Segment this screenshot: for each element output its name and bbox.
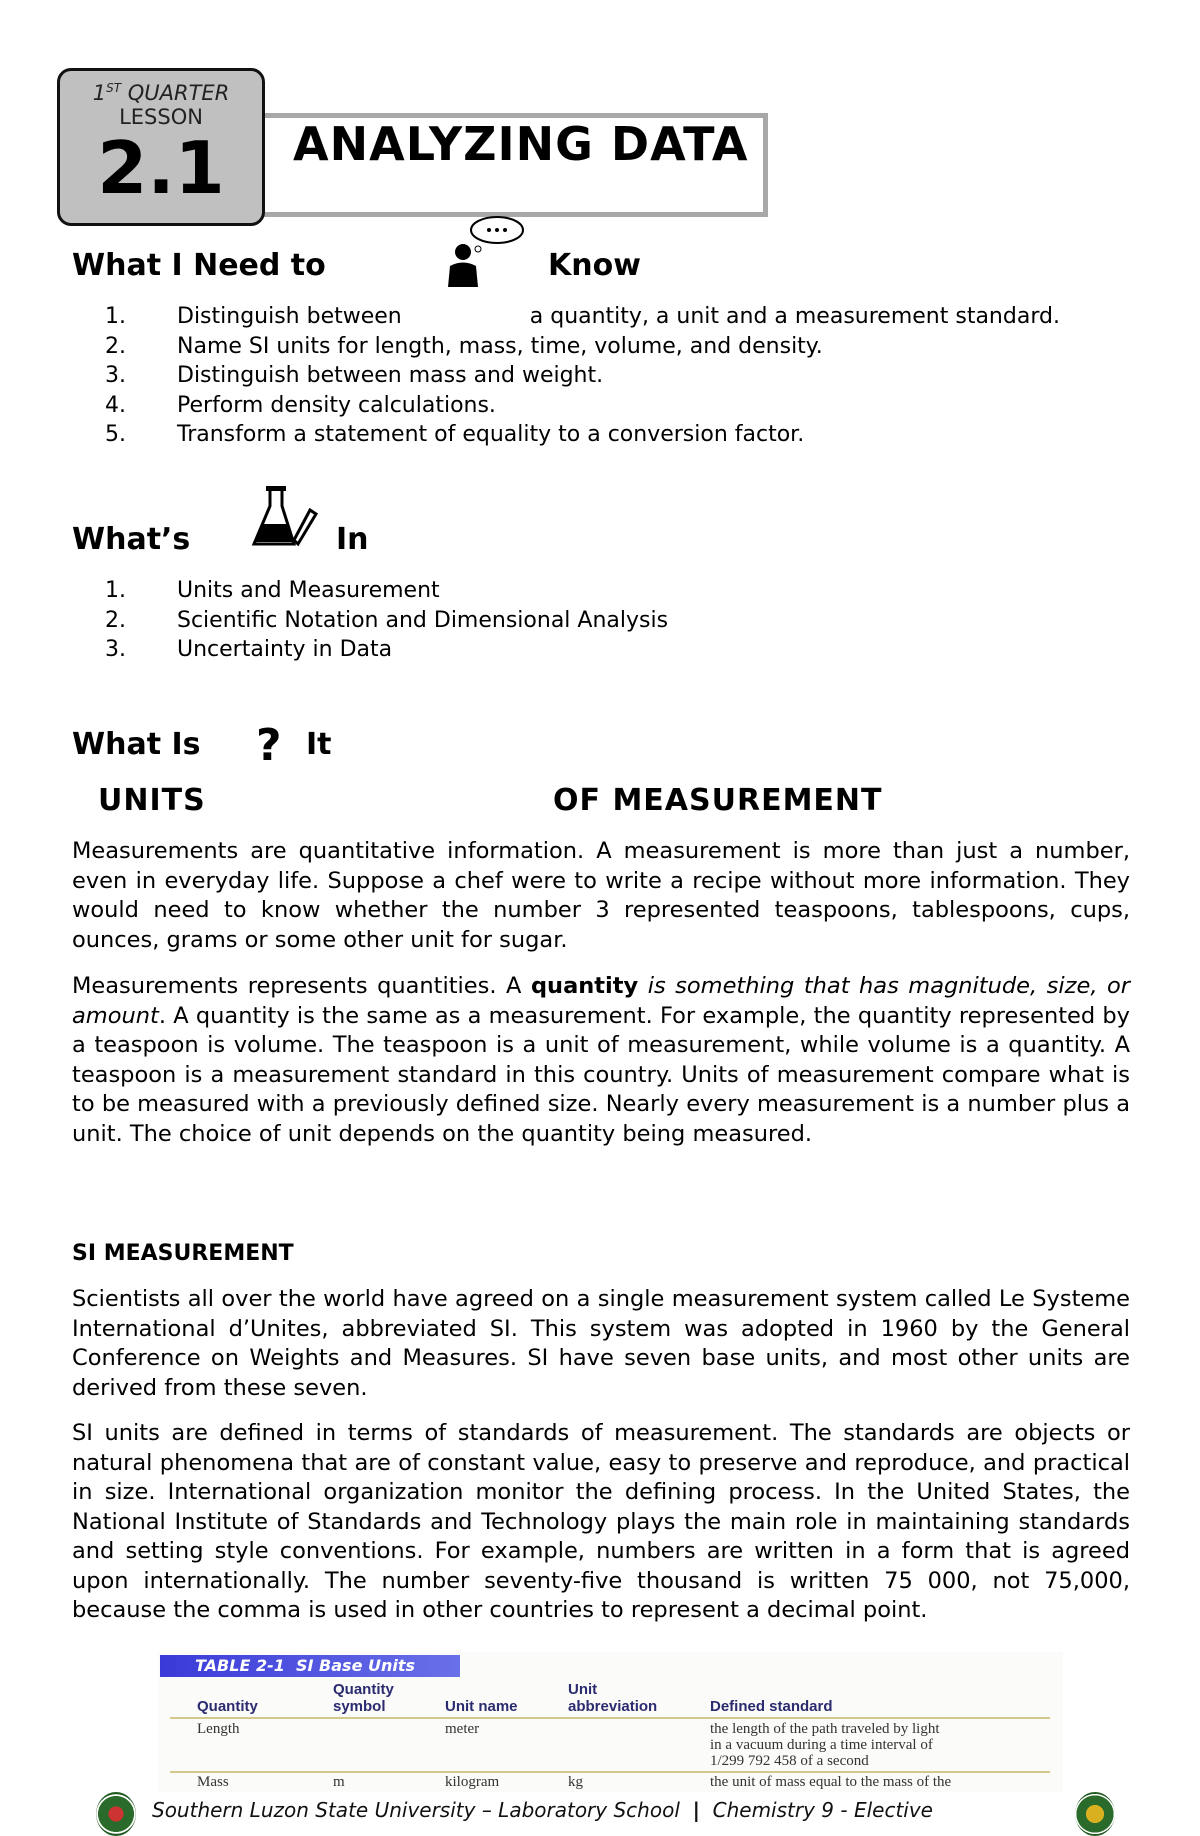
cell: in a vacuum during a time interval of: [710, 1737, 933, 1753]
item-number: 1.: [105, 304, 126, 329]
text: . A quantity is the same as a measurement. For example, the quantity represented by a teaspoon is volume. The teaspoon is a unit of measurement, while volume is a quantity. A teaspoon is a measurement standard in this country. Units of measurement compare what is to be measured with a previously defined size. Nearly every measurement is a number plus a unit. The choice of unit depends on the quantity being measured.: [72, 1002, 1130, 1147]
what-is-it-heading: What Is: [72, 727, 201, 762]
cell: meter: [445, 1721, 480, 1737]
definition: is something that has magnitude, size, or amount: [72, 973, 1130, 1029]
item-number: 4.: [105, 392, 126, 418]
paragraph-quantity: [72, 972, 1130, 1149]
table-title: SI Base Units: [296, 1656, 416, 1675]
cell: the unit of mass equal to the mass of the: [710, 1774, 952, 1790]
cell: m: [333, 1774, 345, 1790]
list-item: [105, 334, 1060, 364]
column-header: Quantity: [197, 1698, 258, 1715]
question-mark-icon: ?: [256, 720, 282, 771]
table-label: TABLE 2-1: [195, 1656, 285, 1675]
text: Measurements represents quantities. A: [72, 973, 531, 999]
footer: [152, 1798, 933, 1822]
list-item: [105, 422, 1060, 452]
paragraph-si: Scientists all over the world have agreed on a single measurement system called Le Systeme International d’Unites, abbreviated SI. This system was adopted in 1960 by the General Conference on Weights and Measures. SI have seven base units, and most other units are derived from these seven.: [72, 1286, 1130, 1401]
item-text-cont: a quantity, a unit and a measurement standard.: [529, 304, 1060, 329]
school-seal-icon: [1075, 1792, 1115, 1836]
table-rule: [170, 1717, 1050, 1719]
need-to-know-heading-end: Know: [548, 248, 641, 283]
item-text: Name SI units for length, mass, time, volume, and density.: [177, 333, 823, 359]
cell: Length: [197, 1721, 240, 1737]
cell: kilogram: [445, 1774, 500, 1790]
list-item: [105, 608, 668, 638]
quarter-label: QUARTER: [127, 81, 230, 105]
item-text: Distinguish between: [177, 304, 402, 329]
item-number: 2.: [105, 607, 126, 633]
cell: 1/299 792 458 of a second: [710, 1753, 869, 1769]
measurement-heading: OF MEASUREMENT: [553, 783, 883, 818]
thinking-person-icon: [445, 212, 530, 290]
item-text: Scientific Notation and Dimensional Analysis: [177, 607, 669, 633]
prior-lessons-list: [105, 578, 668, 667]
footer-school: Southern Luzon State University – Laboratory School: [152, 1798, 680, 1822]
university-seal-icon: [96, 1792, 136, 1836]
column-header: Unit abbreviation: [568, 1681, 658, 1715]
lab-flask-icon: [248, 484, 320, 556]
units-heading: UNITS: [98, 783, 206, 818]
lesson-badge: [57, 68, 265, 226]
quarter-number: 1: [92, 81, 107, 105]
cell: the length of the path traveled by light: [710, 1721, 940, 1737]
column-header: Unit name: [445, 1698, 518, 1715]
quarter-suffix: ST: [106, 81, 122, 95]
what-is-it-heading-end: It: [306, 727, 332, 762]
footer-course: Chemistry 9 - Elective: [712, 1798, 933, 1822]
lesson-number: 2.1: [97, 126, 225, 210]
paragraph-units: Measurements are quantitative information. A measurement is more than just a number, even in everyday life. Suppose a chef were to write a recipe without more information. They would need to know whether the number 3 represented teaspoons, tablespoons, cups, ounces, grams or some other unit for sugar.: [72, 838, 1130, 953]
cell: Mass: [197, 1774, 229, 1790]
list-item: [105, 304, 1060, 334]
list-item: [105, 637, 668, 667]
lesson-label: LESSON: [119, 105, 203, 129]
list-item: [105, 363, 1060, 393]
term-quantity: quantity: [530, 973, 639, 999]
item-number: 3.: [105, 637, 126, 662]
footer-separator: |: [692, 1798, 700, 1822]
item-text: Distinguish between mass and weight.: [177, 363, 604, 388]
item-number: 3.: [105, 363, 126, 388]
item-number: 2.: [105, 333, 126, 359]
whats-in-heading-end: In: [336, 522, 369, 557]
column-header: Quantity symbol: [333, 1681, 394, 1715]
need-to-know-heading: What I Need to: [72, 248, 326, 283]
paragraph-standards: SI units are defined in terms of standards of measurement. The standards are objects or natural phenomena that are of constant value, easy to preserve and reproduce, and practical in size. International organization monitor the defining process. In the United States, the National Institute of Standards and Technology plays the main role in maintaining standards and setting style conventions. For example, numbers are written in a form that is agreed upon internationally. The number seventy-five thousand is written 75 000, not 75,000, because the comma is used in other countries to represent a decimal point.: [72, 1420, 1130, 1623]
column-header: Defined standard: [710, 1698, 833, 1715]
item-text: Units and Measurement: [177, 578, 440, 603]
item-text: Perform density calculations.: [177, 392, 496, 418]
si-heading: SI MEASUREMENT: [72, 1241, 294, 1266]
item-text: Transform a statement of equality to a conversion factor.: [177, 422, 805, 447]
whats-in-heading: What’s: [72, 522, 191, 557]
table-caption: [160, 1655, 460, 1677]
list-item: [105, 578, 668, 608]
objectives-list: [105, 304, 1060, 452]
table-rule: [170, 1771, 1050, 1773]
cell: kg: [568, 1774, 583, 1790]
list-item: [105, 393, 1060, 423]
page-title: ANALYZING DATA: [293, 117, 749, 171]
item-number: 1.: [105, 578, 126, 603]
item-text: Uncertainty in Data: [177, 637, 393, 662]
item-number: 5.: [105, 422, 126, 447]
